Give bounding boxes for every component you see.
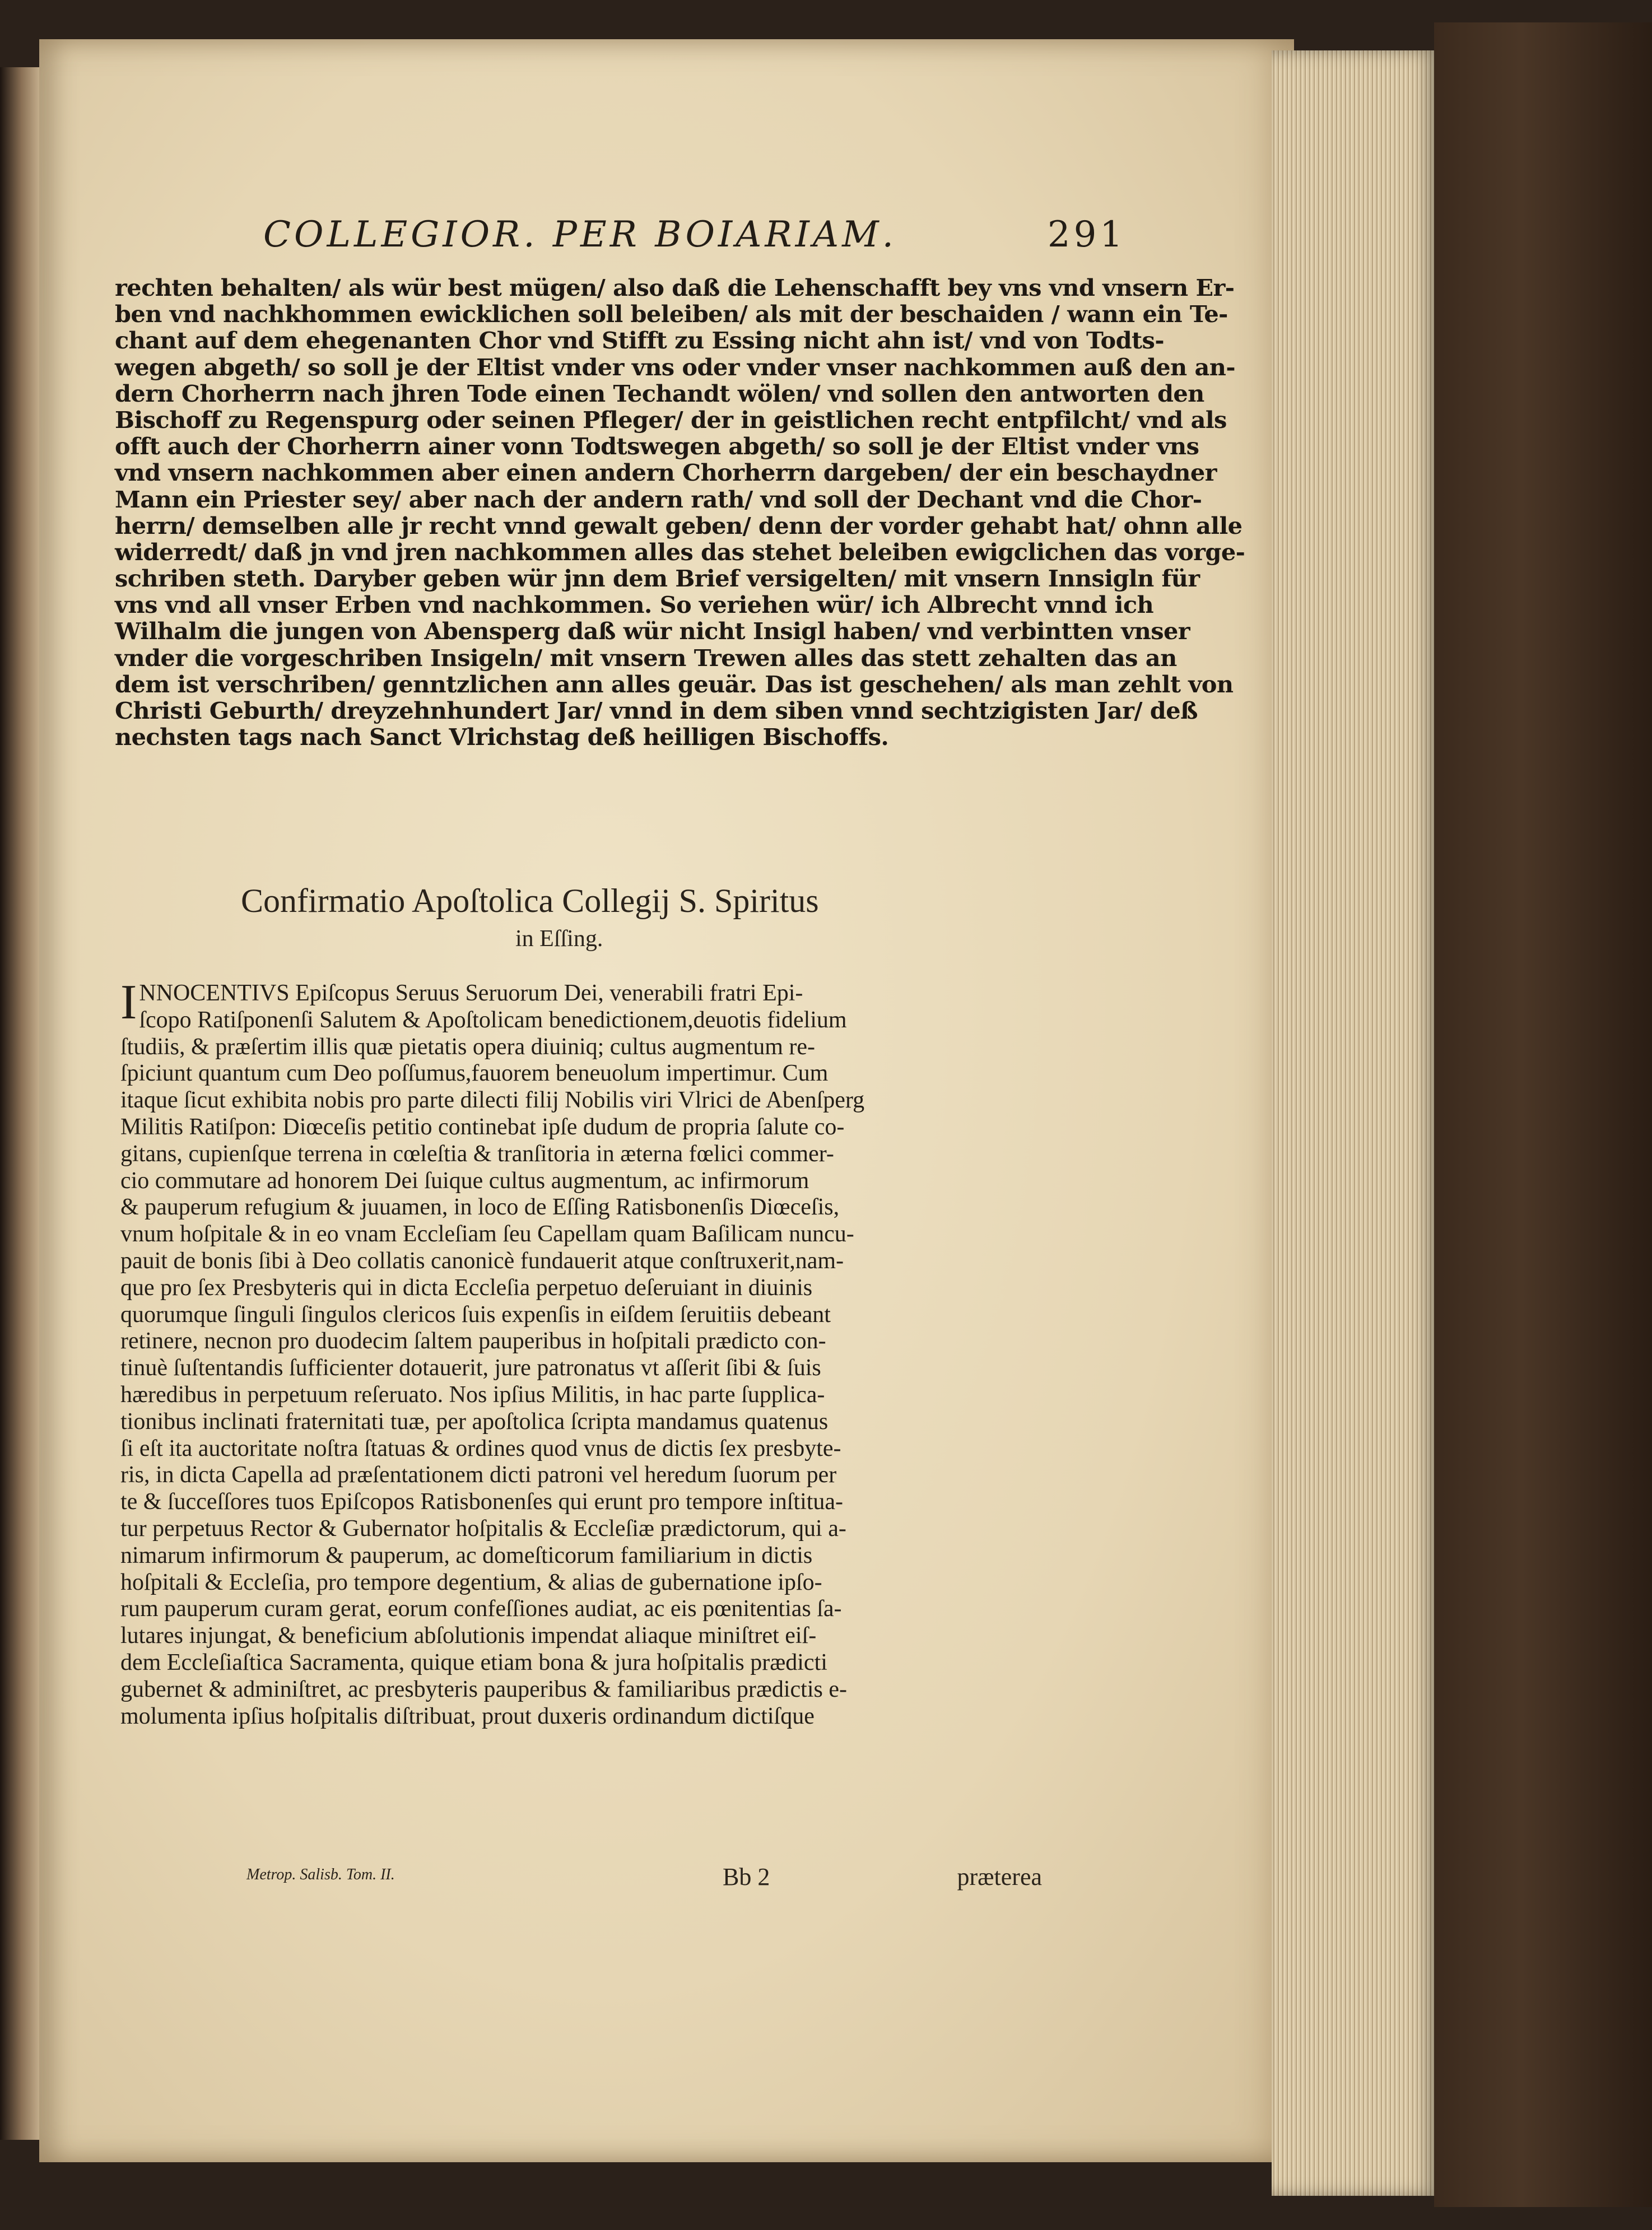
latin-line: molumenta ipſius hoſpitalis diſtribuat, prout duxeris ordinandum dictiſque — [120, 1703, 815, 1729]
german-line: schriben steth. Daryber geben wür jnn dem Brief versigelten/ mit vnsern Innsigln für — [115, 565, 1200, 593]
latin-line: cio commutare ad honorem Dei ſuique cultus augmentum, ac infirmorum — [120, 1167, 809, 1194]
section-subtitle: in Eſſing. — [515, 926, 603, 952]
latin-line: ſcopo Ratiſponenſi Salutem & Apoſtolicam benedictionem,deuotis fidelium — [139, 1007, 847, 1033]
drop-cap: I — [120, 975, 137, 1030]
german-line: dern Chorherrn nach jhren Tode einen Techandt wölen/ vnd sollen den antworten den — [115, 379, 1204, 407]
latin-line: gubernet & adminiſtret, ac presbyteris pauperibus & familiaribus prædictis e- — [120, 1676, 847, 1702]
latin-line: tur perpetuus Rector & Gubernator hoſpitalis & Eccleſiæ prædictorum, qui a- — [120, 1515, 846, 1542]
latin-line: retinere, necnon pro duodecim ſaltem pauperibus in hoſpitali prædicto con- — [120, 1328, 826, 1354]
latin-line: hoſpitali & Eccleſia, pro tempore degentium, & alias de gubernatione ipſo- — [120, 1569, 822, 1595]
footer-signature-mark: Bb 2 — [723, 1863, 770, 1891]
german-line: vnder die vorgeschriben Insigeln/ mit vnsern Trewen alles das stett zehalten das an — [115, 644, 1177, 672]
page-number: 291 — [1047, 214, 1126, 255]
german-line: nechsten tags nach Sanct Vlrichstag deß heilligen Bischoffs. — [115, 723, 889, 751]
german-line: dem ist verschriben/ genntzlichen ann alles geuär. Das ist geschehen/ als man zehlt von — [115, 670, 1234, 698]
german-line: ben vnd nachkhommen ewicklichen soll beleiben/ als mit der beschaiden / wann ein Te- — [115, 300, 1228, 328]
latin-line: dem Eccleſiaſtica Sacramenta, quique etiam bona & jura hoſpitalis prædicti — [120, 1649, 827, 1675]
german-line: herrn/ demselben alle jr recht vnnd gewalt geben/ denn der vorder gehabt hat/ ohnn alle — [115, 511, 1243, 539]
latin-line: quorumque ſinguli ſingulos clericos ſuis expenſis in eiſdem ſeruitiis debeant — [120, 1301, 831, 1328]
latin-line: rum pauperum curam gerat, eorum confeſſiones audiat, ac eis pœnitentias ſa- — [120, 1596, 842, 1622]
latin-line: ſtudiis, & præſertim illis quæ pietatis opera diuiniq; cultus augmentum re- — [120, 1033, 816, 1060]
german-line: vns vnd all vnser Erben vnd nachkommen. So veriehen wür/ ich Albrecht vnnd ich — [115, 591, 1154, 619]
latin-line: ris, in dicta Capella ad præſentationem dicti patroni vel heredum ſuorum per — [120, 1462, 837, 1488]
latin-line: Militis Ratiſpon: Diœceſis petitio continebat ipſe dudum de propria ſalute co- — [120, 1114, 845, 1140]
latin-line: lutares injungat, & beneficium abſolutionis impendat aliaque miniſtret eiſ- — [120, 1623, 817, 1649]
latin-line: que pro ſex Presbyteris qui in dicta Eccleſia perpetuo deſeruiant in diuinis — [120, 1274, 813, 1301]
german-line: chant auf dem ehegenanten Chor vnd Stifft zu Essing nicht ahn ist/ vnd von Todts- — [115, 327, 1164, 355]
latin-line: ſi eſt ita auctoritate noſtra ſtatuas & ordines quod vnus de dictis ſex presbyte- — [120, 1435, 841, 1461]
latin-line: nimarum infirmorum & pauperum, ac domeſticorum familiarium in dictis — [120, 1542, 813, 1568]
latin-line: pauit de bonis ſibi à Deo collatis canonicè fundauerit atque conſtruxerit,nam- — [120, 1247, 844, 1274]
german-line: rechten behalten/ als wür best mügen/ also daß die Lehenschafft bey vns vnd vnsern Er- — [115, 274, 1235, 301]
latin-line: hæredibus in perpetuum reſeruato. Nos ipſius Militis, in hac parte ſupplica- — [120, 1381, 825, 1408]
german-line: offt auch der Chorherrn ainer vonn Todtswegen abgeth/ so soll je der Eltist vnder vns — [115, 432, 1199, 460]
page-footer — [246, 1863, 1042, 1896]
german-line: Wilhalm die jungen von Abensperg daß wür nicht Insigl haben/ vnd verbintten vnser — [115, 617, 1190, 645]
latin-line: te & ſucceſſores tuos Epiſcopos Ratisbonenſes qui erunt pro tempore inſtitua- — [120, 1489, 844, 1515]
latin-line: tinuè ſuſtentandis ſufficienter dotauerit, jure patronatus vt aſſerit ſibi & ſuis — [120, 1355, 821, 1381]
german-text-block — [115, 274, 1245, 751]
running-header — [263, 214, 1126, 270]
german-line: Christi Geburth/ dreyzehnhundert Jar/ vnnd in dem siben vnnd sechtzigisten Jar/ deß — [115, 697, 1198, 724]
latin-line: ſpiciunt quantum cum Deo poſſumus,fauorem beneuolum impertimur. Cum — [120, 1060, 829, 1087]
latin-line: gitans, cupienſque terrena in cœleſtia & tranſitoria in æterna fœlici commer- — [120, 1140, 834, 1167]
latin-first-line-text: NNOCENTIVS Epiſcopus Seruus Seruorum Dei, venerabili fratri Epi- — [139, 980, 803, 1006]
section-title: Confirmatio Apoſtolica Collegij S. Spiritus — [241, 882, 819, 919]
footer-catchword: præterea — [957, 1863, 1042, 1891]
page-edges — [1272, 50, 1440, 2196]
running-title: COLLEGIOR. PER BOIARIAM. — [263, 214, 897, 255]
german-line: widerredt/ daß jn vnd jren nachkommen alles das stehet beleiben ewigclichen das vorge- — [115, 538, 1245, 566]
latin-text-block — [120, 975, 1045, 1730]
german-line: wegen abgeth/ so soll je der Eltist vnder vns oder vnder vnser nachkommen auß den an- — [115, 353, 1235, 381]
previous-page-edge — [0, 67, 39, 2140]
latin-line: itaque ſicut exhibita nobis pro parte dilecti filij Nobilis viri Vlrici de Abenſperg — [120, 1087, 865, 1114]
german-line: Bischoff zu Regenspurg oder seinen Pfleger/ der in geistlichen recht entpfilcht/ vnd als — [115, 406, 1227, 434]
latin-line: & pauperum refugium & juuamen, in loco de Eſſing Ratisbonenſis Diœceſis, — [120, 1194, 840, 1221]
german-line: Mann ein Priester sey/ aber nach der andern rath/ vnd soll der Dechant vnd die Chor- — [115, 485, 1202, 513]
german-line: vnd vnsern nachkommen aber einen andern Chorherrn dargeben/ der ein beschaydner — [115, 459, 1217, 487]
footer-signature: Metrop. Salisb. Tom. II. — [246, 1866, 395, 1883]
latin-line: tionibus inclinati fraternitati tuæ, per apoſtolica ſcripta mandamus quatenus — [120, 1408, 829, 1435]
book-cover — [1434, 22, 1652, 2207]
latin-line: vnum hoſpitale & in eo vnam Eccleſiam ſeu Capellam quam Baſilicam nuncu- — [120, 1221, 854, 1247]
